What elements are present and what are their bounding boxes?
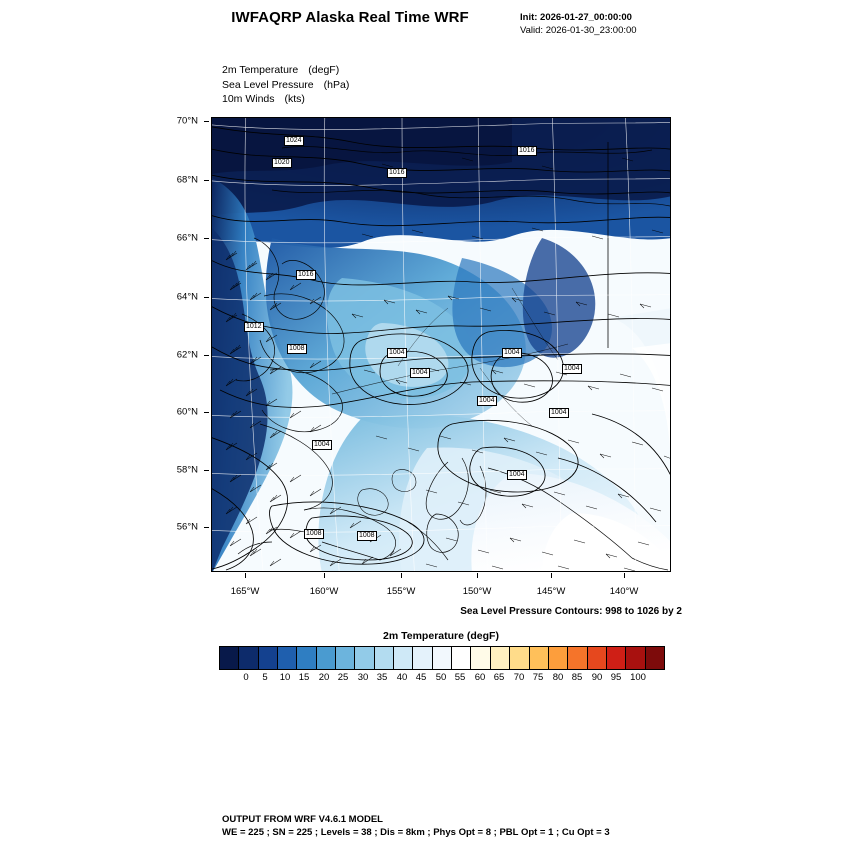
colorbar-swatch — [491, 647, 510, 669]
colorbar-tick: 35 — [376, 672, 388, 683]
axis-label-lat: 70°N — [176, 115, 198, 127]
contour-label: 1004 — [551, 409, 567, 416]
colorbar-tick: 60 — [474, 672, 486, 683]
page-title: IWFAQRP Alaska Real Time WRF — [231, 9, 469, 26]
axis-tick-lon — [324, 573, 325, 578]
colorbar-swatch — [413, 647, 432, 669]
axis-label-lat: 66°N — [176, 232, 198, 244]
contour-label: 1016 — [389, 169, 405, 176]
colorbar-swatch — [394, 647, 413, 669]
colorbar-swatch — [626, 647, 645, 669]
map-plot-area[interactable] — [211, 117, 671, 572]
contour-label: 1004 — [509, 471, 525, 478]
colorbar-swatch — [568, 647, 587, 669]
init-valid-block — [520, 11, 637, 37]
footer-line-2: WE = 225 ; SN = 225 ; Levels = 38 ; Dis = 8km ; Phys Opt = 8 ; PBL Opt = 1 ; Cu Opt = 3 — [222, 827, 610, 838]
field-name: 10m Winds — [222, 93, 275, 105]
colorbar-tick: 10 — [279, 672, 291, 683]
colorbar-tick-labels — [219, 672, 665, 686]
colorbar-swatch — [607, 647, 626, 669]
contour-label: 1008 — [306, 530, 322, 537]
colorbar-swatch — [471, 647, 490, 669]
model-output-footer — [222, 813, 610, 839]
axis-tick-lon — [245, 573, 246, 578]
axis-label-lat: 60°N — [176, 406, 198, 418]
colorbar-swatch — [278, 647, 297, 669]
axis-tick-lon — [551, 573, 552, 578]
axis-tick-lon — [624, 573, 625, 578]
field-list — [222, 63, 349, 107]
axis-label-lon: 165°W — [230, 586, 260, 597]
field-unit: (hPa) — [323, 78, 350, 91]
field-row — [222, 92, 349, 107]
axis-label-lon: 155°W — [386, 586, 416, 597]
colorbar-swatch — [297, 647, 316, 669]
axis-tick-lat — [204, 238, 209, 239]
field-unit: (kts) — [284, 93, 305, 105]
colorbar-swatch — [452, 647, 471, 669]
axis-tick-lon — [401, 573, 402, 578]
colorbar-swatch — [549, 647, 568, 669]
axis-label-lon: 160°W — [309, 586, 339, 597]
axis-tick-lat — [204, 527, 209, 528]
colorbar-tick: 40 — [396, 672, 408, 683]
contour-label: 1004 — [314, 441, 330, 448]
colorbar-tick: 5 — [262, 672, 268, 683]
field-name: 2m Temperature — [222, 64, 299, 76]
colorbar-tick: 95 — [610, 672, 622, 683]
colorbar-tick: 50 — [435, 672, 447, 683]
contour-label: 1016 — [519, 147, 535, 154]
colorbar-tick: 75 — [532, 672, 544, 683]
colorbar — [219, 646, 665, 670]
colorbar-tick: 100 — [630, 672, 646, 683]
axis-label-lon: 140°W — [609, 586, 639, 597]
colorbar-tick: 65 — [493, 672, 505, 683]
contour-label: 1004 — [479, 397, 495, 404]
colorbar-swatch — [588, 647, 607, 669]
contour-label: 1004 — [564, 365, 580, 372]
colorbar-swatch — [375, 647, 394, 669]
axis-label-lat: 56°N — [176, 521, 198, 533]
field-row — [222, 78, 349, 93]
valid-time-label: Valid: 2026-01-30_23:00:00 — [520, 25, 637, 36]
axis-tick-lat — [204, 470, 209, 471]
map-canvas — [212, 118, 670, 571]
colorbar-title: 2m Temperature (degF) — [383, 630, 499, 642]
axis-tick-lat — [204, 297, 209, 298]
axis-tick-lat — [204, 355, 209, 356]
colorbar-tick: 80 — [552, 672, 564, 683]
axis-label-lat: 58°N — [176, 464, 198, 476]
contour-label: 1004 — [504, 349, 520, 356]
colorbar-swatch — [239, 647, 258, 669]
axis-label-lat: 62°N — [176, 349, 198, 361]
colorbar-tick: 45 — [415, 672, 427, 683]
colorbar-swatch — [336, 647, 355, 669]
init-time-label: Init: 2026-01-27_00:00:00 — [520, 12, 632, 23]
colorbar-tick: 25 — [337, 672, 349, 683]
colorbar-tick: 70 — [513, 672, 525, 683]
temperature-field-svg — [212, 118, 670, 571]
colorbar-swatch — [530, 647, 549, 669]
axis-label-lat: 68°N — [176, 174, 198, 186]
colorbar-swatch — [259, 647, 278, 669]
colorbar-tick: 90 — [591, 672, 603, 683]
axis-tick-lat — [204, 412, 209, 413]
axis-tick-lon — [477, 573, 478, 578]
contour-label: 1004 — [389, 349, 405, 356]
contour-label: 1024 — [286, 137, 302, 144]
colorbar-swatch — [220, 647, 239, 669]
colorbar-tick: 85 — [571, 672, 583, 683]
contour-label: 1004 — [412, 369, 428, 376]
colorbar-tick: 30 — [357, 672, 369, 683]
field-name: Sea Level Pressure — [222, 78, 314, 91]
axis-label-lon: 150°W — [462, 586, 492, 597]
contour-interval-note: Sea Level Pressure Contours: 998 to 1026 by 2 — [460, 606, 682, 617]
colorbar-swatch — [646, 647, 664, 669]
field-row — [222, 63, 349, 78]
contour-label: 1016 — [298, 271, 314, 278]
field-unit: (degF) — [308, 64, 340, 76]
colorbar-tick: 20 — [318, 672, 330, 683]
colorbar-tick: 55 — [454, 672, 466, 683]
footer-line-1: OUTPUT FROM WRF V4.6.1 MODEL — [222, 814, 383, 825]
axis-label-lon: 145°W — [536, 586, 566, 597]
colorbar-swatch — [433, 647, 452, 669]
contour-label: 1012 — [246, 323, 262, 330]
colorbar-swatch — [510, 647, 529, 669]
colorbar-tick: 0 — [243, 672, 249, 683]
colorbar-swatch — [317, 647, 336, 669]
axis-tick-lat — [204, 121, 209, 122]
axis-label-lat: 64°N — [176, 291, 198, 303]
contour-label: 1020 — [274, 159, 290, 166]
axis-tick-lat — [204, 180, 209, 181]
colorbar-swatch — [355, 647, 374, 669]
colorbar-tick: 15 — [298, 672, 310, 683]
contour-label: 1008 — [359, 532, 375, 539]
contour-label: 1008 — [289, 345, 305, 352]
